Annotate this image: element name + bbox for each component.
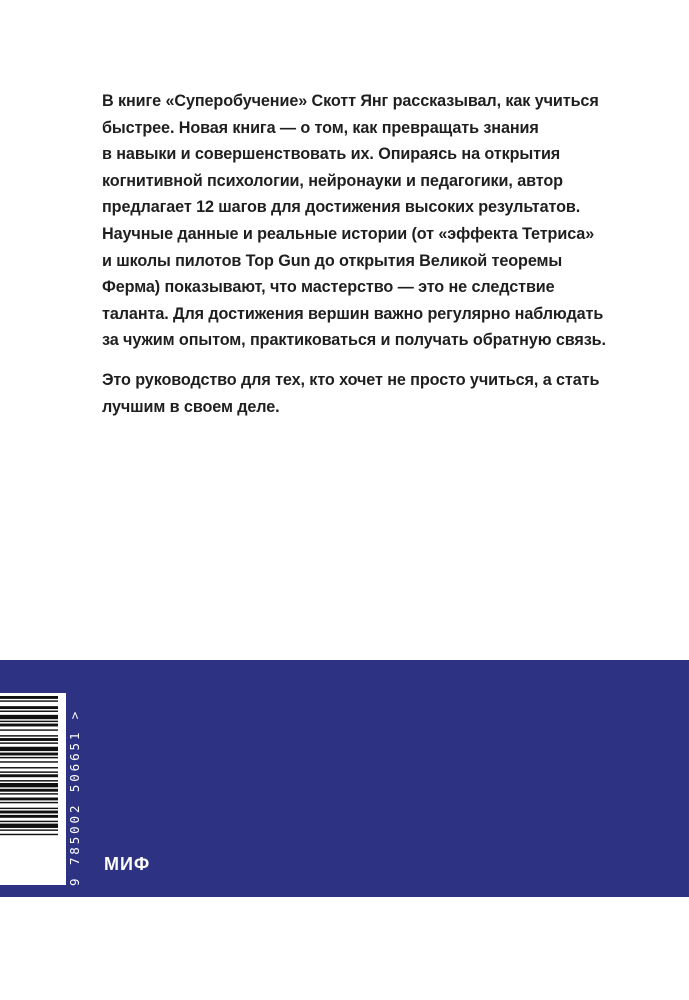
description-line: в навыки и совершенствовать их. Опираясь на открытия	[102, 145, 561, 164]
barcode-bar	[0, 696, 58, 699]
barcode-bar	[0, 774, 58, 777]
barcode-bar	[0, 742, 58, 743]
barcode-bar	[0, 815, 58, 818]
barcode-bar	[0, 724, 58, 727]
description-paragraph-2	[102, 367, 622, 420]
barcode-bar	[0, 798, 58, 801]
description-line: и школы пилотов Top Gun до открытия Великой теоремы	[102, 251, 563, 270]
barcode-bar	[0, 700, 58, 701]
description-paragraph-1	[102, 88, 622, 354]
barcode-bar	[0, 783, 58, 787]
barcode-bar	[0, 753, 58, 756]
isbn-number: 9 785002 506651 >	[67, 708, 82, 886]
publisher-logo: МИФ	[104, 854, 151, 874]
barcode-bar	[0, 780, 58, 781]
description-line: Это руководство для тех, кто хочет не просто учиться, а стать	[102, 370, 600, 389]
barcode-bar	[0, 757, 58, 758]
description-line: быстрее. Новая книга — о том, как превращать знания	[102, 118, 539, 137]
barcode-bar	[0, 721, 58, 722]
barcode-bar	[0, 771, 58, 772]
description-line: когнитивной психологии, нейронауки и педагогики, автор	[102, 171, 563, 190]
description-line: за чужим опытом, практиковаться и получать обратную связь.	[102, 331, 606, 350]
isbn-barcode	[0, 693, 66, 885]
barcode-bar	[0, 829, 58, 830]
barcode-bar	[0, 706, 58, 709]
description-line: Научные данные и реальные истории (от «эффекта Тетриса»	[102, 224, 595, 243]
description-line: В книге «Суперобучение» Скотт Янг рассказывал, как учиться	[102, 92, 599, 110]
barcode-bar	[0, 761, 58, 762]
barcode-bar	[0, 747, 58, 751]
barcode-bar	[0, 821, 58, 822]
barcode-bar	[0, 793, 58, 794]
description-line: Ферма) показывают, что мастерство — это не следствие	[102, 278, 555, 297]
barcode-bar	[0, 802, 58, 803]
description-line: предлагает 12 шагов для достижения высоких результатов.	[102, 198, 581, 217]
barcode-bar	[0, 789, 58, 792]
barcode-bar	[0, 738, 58, 741]
barcode-bar	[0, 715, 58, 719]
cover-description	[102, 88, 622, 420]
barcode-bar	[0, 811, 58, 814]
barcode-bar	[0, 767, 58, 768]
barcode-bar	[0, 834, 58, 835]
barcode-bar	[0, 729, 58, 730]
barcode-bar	[0, 711, 58, 712]
description-line: лучшим в своем деле.	[102, 397, 280, 416]
barcode-bar	[0, 735, 58, 736]
description-line: таланта. Для достижения вершин важно регулярно наблюдать	[102, 304, 604, 323]
barcode-bar	[0, 824, 58, 828]
barcode-bars	[0, 693, 66, 885]
barcode-bar	[0, 808, 58, 809]
